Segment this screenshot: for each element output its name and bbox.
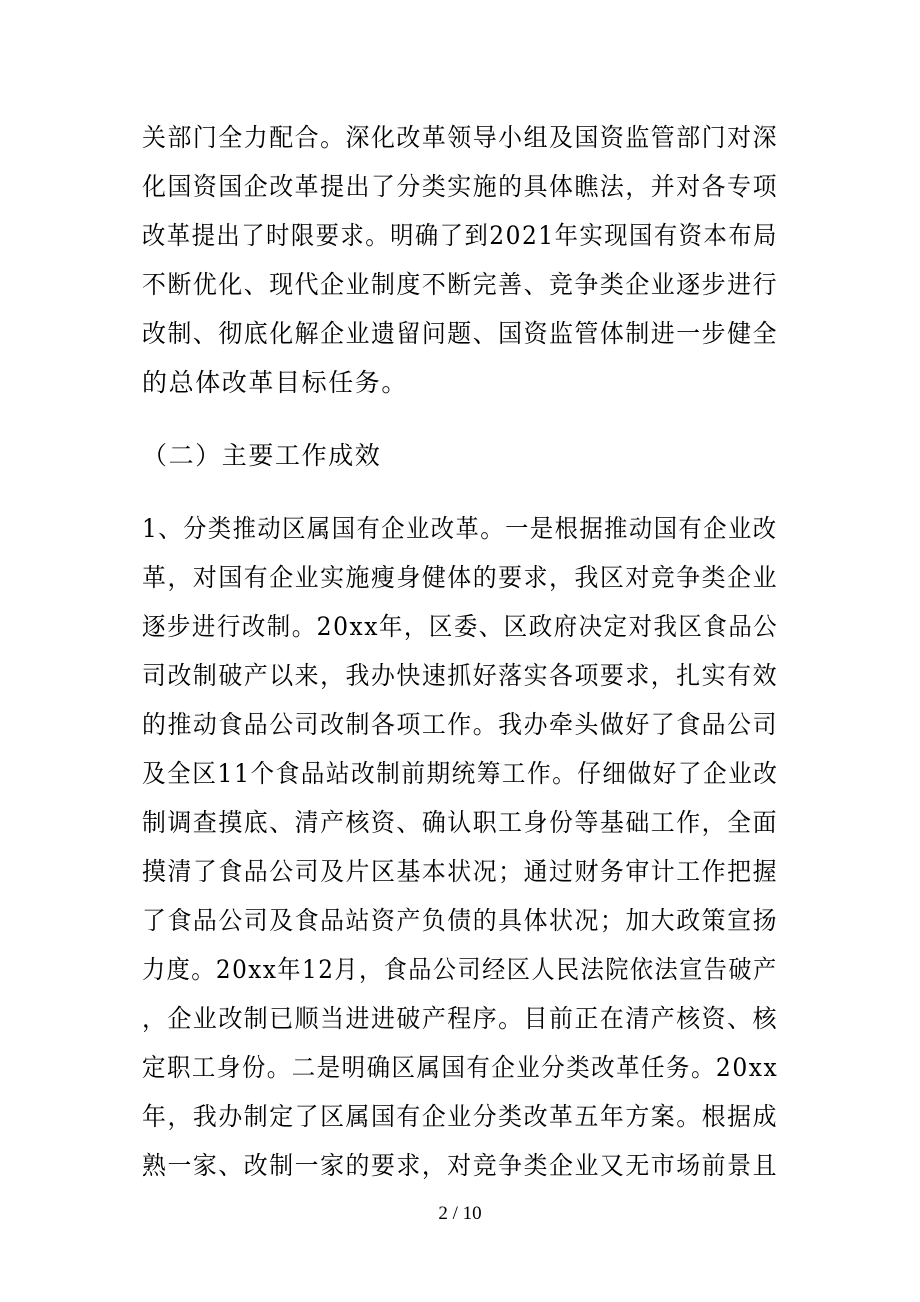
paragraph-2-line-3: 逐步进行改制。20xx年，区委、区政府决定对我区食品公	[142, 612, 779, 641]
paragraph-1-line-4: 不断优化、现代企业制度不断完善、竞争类企业逐步进行	[142, 270, 779, 299]
paragraph-2-line-13: 年，我办制定了区属国有企业分类改革五年方案。根据成	[142, 1102, 779, 1131]
paragraph-2-line-2: 革，对国有企业实施瘦身健体的要求，我区对竞争类企业	[142, 563, 779, 592]
paragraph-2-line-4: 司改制破产以来，我办快速抓好落实各项要求，扎实有效	[142, 661, 779, 690]
paragraph-2-line-8: 摸清了食品公司及片区基本状况；通过财务审计工作把握	[142, 857, 779, 886]
paragraph-2-line-12: 定职工身份。二是明确区属国有企业分类改革任务。20xx	[142, 1053, 779, 1082]
paragraph-1-line-1: 关部门全力配合。深化改革领导小组及国资监管部门对深	[142, 123, 779, 152]
paragraph-2-line-1: 1、分类推动区属国有企业改革。一是根据推动国有企业改	[142, 514, 778, 543]
paragraph-2-line-6: 及全区11个食品站改制前期统筹工作。仔细做好了企业改	[142, 759, 779, 788]
paragraph-1-line-5: 改制、彻底化解企业遗留问题、国资监管体制进一步健全	[142, 319, 779, 348]
paragraph-2-line-11: ，企业改制已顺当进进破产程序。目前正在清产核资、核	[142, 1004, 779, 1033]
paragraph-2-line-14: 熟一家、改制一家的要求，对竞争类企业又无市场前景且	[142, 1151, 779, 1180]
paragraph-2-line-9: 了食品公司及食品站资产负债的具体状况；加大政策宣扬	[142, 906, 779, 935]
paragraph-1-line-2: 化国资国企改革提出了分类实施的具体瞧法，并对各专项	[142, 172, 779, 201]
paragraph-2-line-10: 力度。20xx年12月，食品公司经区人民法院依法宣告破产	[142, 955, 778, 984]
paragraph-2-line-5: 的推动食品公司改制各项工作。我办牵头做好了食品公司	[142, 710, 779, 739]
paragraph-2-line-7: 制调查摸底、清产核资、确认职工身份等基础工作，全面	[142, 808, 779, 837]
paragraph-1-line-6: 的总体改革目标任务。	[142, 368, 409, 397]
section-heading: （二）主要工作成效	[142, 441, 382, 470]
page-number: 2 / 10	[438, 1203, 482, 1224]
paragraph-1-line-3: 改革提出了时限要求。明确了到2021年实现国有资本布局	[142, 221, 778, 250]
